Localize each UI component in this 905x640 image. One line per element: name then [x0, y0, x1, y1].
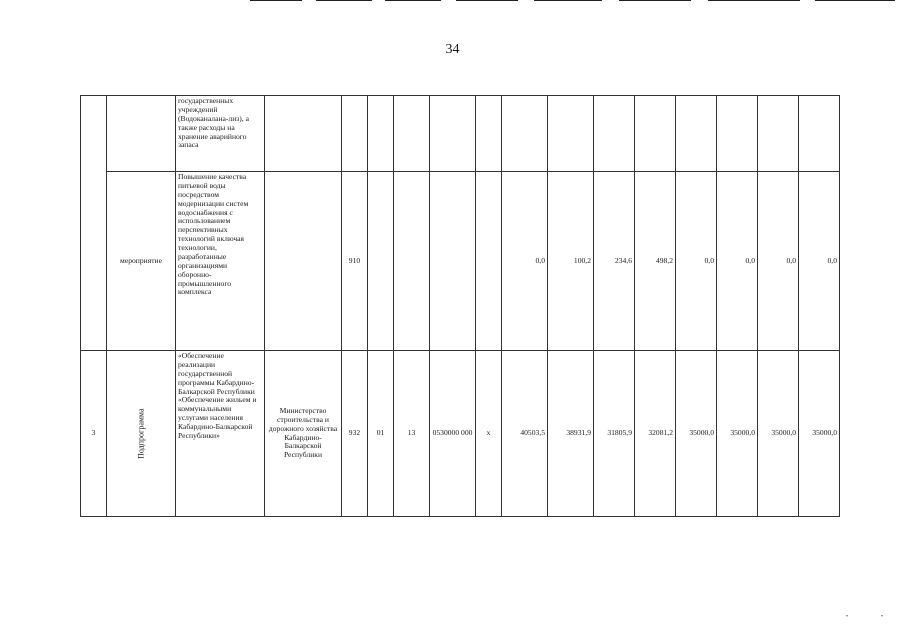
top-rule — [815, 0, 895, 1]
value-cell: 35000,0 — [717, 351, 758, 517]
value-cell: 35000,0 — [799, 351, 840, 517]
table-row — [81, 172, 840, 351]
pr-cell — [394, 172, 430, 351]
scan-mark: • — [881, 614, 884, 620]
top-rule — [316, 0, 372, 1]
type-vertical-label: Подпрограмма — [136, 408, 146, 459]
number-cell: 3 — [81, 351, 107, 517]
value-cell: 35000,0 — [676, 351, 717, 517]
grbs-cell: 910 — [342, 172, 368, 351]
value-cell: 31805,9 — [594, 351, 635, 517]
top-rule — [708, 0, 800, 1]
type-cell — [107, 96, 176, 172]
value-cell: 498,2 — [635, 172, 676, 351]
description-cell: государственных учреждений (Водоканалана-лиз), а также расходы на хранение аварийного запаса — [176, 96, 265, 172]
value-cell: 0,0 — [676, 172, 717, 351]
value-cell: 234,6 — [594, 172, 635, 351]
value-cell: 0,0 — [758, 172, 799, 351]
number-cell — [81, 96, 107, 351]
value-cell: 0,0 — [717, 172, 758, 351]
value-cell: 38931,9 — [548, 351, 594, 517]
scan-mark: • — [846, 614, 849, 620]
value-cell: 100,2 — [548, 172, 594, 351]
top-rule — [456, 0, 518, 1]
value-cell: 0,0 — [502, 172, 548, 351]
value-cell: 32081,2 — [635, 351, 676, 517]
type-cell: мероприятие — [107, 172, 176, 351]
value-cell: 0,0 — [799, 172, 840, 351]
rz-cell: 01 — [368, 351, 394, 517]
executor-cell — [265, 172, 342, 351]
budget-table — [80, 95, 840, 517]
table-row — [81, 96, 840, 172]
pr-cell: 13 — [394, 351, 430, 517]
grbs-cell: 932 — [342, 351, 368, 517]
top-rule — [619, 0, 691, 1]
csr-cell: 0530000 000 — [430, 351, 476, 517]
table-row — [81, 351, 840, 517]
csr-cell — [430, 172, 476, 351]
page-number: 34 — [445, 42, 460, 57]
value-cell: 40503,5 — [502, 351, 548, 517]
top-rule — [385, 0, 441, 1]
rz-cell — [368, 172, 394, 351]
value-cell: 35000,0 — [758, 351, 799, 517]
executor-cell: Министерство строительства и дорожного хозяйства Кабардино-Балкарской Республики — [265, 351, 342, 517]
vr-cell: х — [476, 351, 502, 517]
top-rule — [250, 0, 302, 1]
type-cell — [107, 351, 176, 517]
description-cell: «Обеспечение реализации государственной программы Кабардино-Балкарской Республики «Обеспечение жильем и коммунальными услугами населения Кабардино-Балкарской Республики» — [176, 351, 265, 517]
description-cell: Повышение качества питьевой воды посредством модернизации систем водоснабжения с использованием перспективных технологий включая технологии, разработанные организациями оборонно-промышленного комплекса — [176, 172, 265, 351]
vr-cell — [476, 172, 502, 351]
top-rule — [534, 0, 602, 1]
